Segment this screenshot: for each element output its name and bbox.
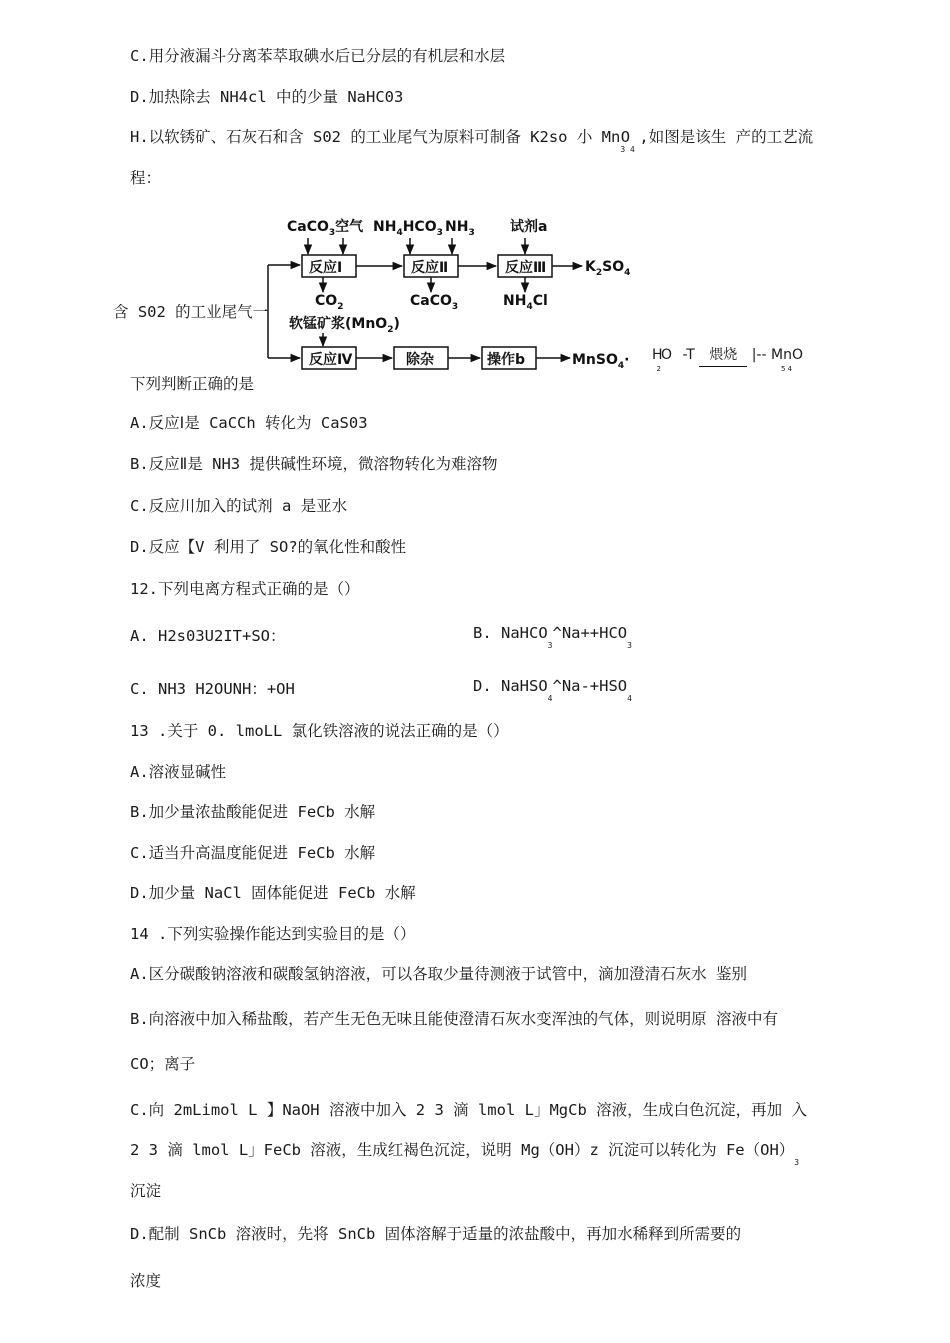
process-flow-diagram (0, 0, 950, 400)
question-11-option-b: B.反应Ⅱ是 NH3 提供碱性环境，微溶物转化为难溶物 (130, 455, 498, 473)
subscript: 3 4 (620, 145, 635, 154)
stem-text: H.以软锈矿、石灰石和含 S02 的工业尾气为原料可制备 K2so 小 Mn (130, 128, 621, 146)
question-14-option-a: A.区分碳酸钠溶液和碳酸氢钠溶液，可以各取少量待测液于试管中，滴加澄清石灰水 鉴别 (130, 965, 747, 983)
question-12-option-b (473, 624, 632, 650)
question-11-option-d: D.反应【V 利用了 SO?的氧化性和酸性 (130, 538, 407, 556)
reaction-2-label: 反应Ⅱ (411, 260, 449, 276)
output-k2so4: $K_2SO_4$ (585, 259, 631, 278)
option-c-line: C.用分液漏斗分离苯萃取碘水后已分层的有机层和水层 (130, 47, 506, 65)
input-caco3-air: CaCO$_3$空气 (287, 219, 364, 238)
question-14-option-b-cont: CO；离子 (130, 1055, 196, 1073)
input-mno2-ore: 软锰矿浆(MnO$_2$) (289, 316, 400, 335)
tail-mn-o: O (791, 347, 803, 363)
reaction-4-label: 反应Ⅳ (309, 352, 353, 368)
tail-mn: Mn (771, 347, 792, 363)
question-14-option-d: D.配制 SnCb 溶液时，先将 SnCb 固体溶解于适量的浓盐酸中，再加水稀释到所需要的 (130, 1225, 742, 1243)
question-11-option-c: C.反应川加入的试剂 a 是亚水 (130, 497, 348, 515)
option-d-text: D. NaHSO (473, 677, 548, 695)
subscript: 4 (547, 694, 553, 703)
input-reagent-a: 试剂a (510, 219, 548, 235)
question-12-option-d (473, 677, 632, 703)
question-13-option-c: C.适当升高温度能促进 FeCb 水解 (130, 844, 376, 862)
question-13-option-b: B.加少量浓盐酸能促进 FeCb 水解 (130, 803, 376, 821)
question-14-option-d-cont: 浓度 (130, 1272, 162, 1290)
option-b-text: B. NaHCO (473, 624, 548, 642)
question-11-stem-cont: 程： (130, 169, 162, 187)
tail-bar: |-- (751, 347, 767, 363)
reaction-3-label: 反应Ⅲ (505, 260, 547, 276)
subscript: 4 (627, 694, 632, 703)
tail-h-sub: 2 (656, 365, 661, 373)
output-mnso4: MnSO$_4$· (572, 352, 630, 371)
stem-text-tail: O ,如图是该生 产的工艺流 (620, 128, 814, 146)
byproduct-nh4cl: $NH_4Cl$ (503, 293, 548, 312)
question-14-option-c-cont (130, 1138, 800, 1167)
question-14-option-c-end: 沉淀 (130, 1182, 162, 1200)
question-11-prompt: 下列判断正确的是 (130, 375, 255, 393)
tail-t: -T (682, 347, 695, 363)
byproduct-caco3: CaCO$_3$ (410, 293, 459, 312)
reaction-1-label: 反应Ⅰ (309, 260, 343, 276)
subscript: 3 (794, 1158, 800, 1167)
purification-label: 除杂 (406, 352, 434, 368)
input-nh3: $NH_3$ (445, 219, 475, 238)
option-d-line: D.加热除去 NH4cl 中的少量 NaHC03 (130, 88, 404, 106)
option-c-cont-text: 2 3 滴 lmol L」FeCb 溶液，生成红褐色沉淀，说明 Mg（OH）z 沉淀可以转化为 Fe（OH） (130, 1141, 795, 1159)
operation-b-label: 操作b (487, 352, 526, 368)
question-14-option-b: B.向溶液中加入稀盐酸，若产生无色无味且能使澄清石灰水变浑浊的气体，则说明原 溶液中有 (130, 1010, 778, 1028)
question-13-stem: 13 .关于 0. lmoLL 氯化铁溶液的说法正确的是（） (130, 722, 509, 740)
flow-calcination-tail (652, 344, 814, 373)
question-13-option-a: A.溶液显碱性 (130, 763, 227, 781)
option-d-tail: ^Na-+HSO (552, 677, 628, 695)
subscript: 3 (547, 641, 553, 650)
subscript: 3 (627, 641, 632, 650)
tail-mn-sub: 5 4 (780, 365, 793, 373)
question-12-option-a: A. H2s03U2IT+SO： (130, 627, 286, 645)
byproduct-co2: $CO_2$ (315, 293, 344, 312)
tail-o: O (661, 347, 673, 363)
question-11-option-a: A.反应Ⅰ是 CaCCh 转化为 CaS03 (130, 414, 368, 432)
tail-calcine: 煨烧 (699, 344, 747, 367)
question-13-option-d: D.加少量 NaCl 固体能促进 FeCb 水解 (130, 884, 416, 902)
question-14-stem: 14 .下列实验操作能达到实验目的是（） (130, 925, 416, 943)
option-b-tail: ^Na++HCO (552, 624, 628, 642)
input-nh4hco3: $NH_4HCO_3$ (373, 219, 443, 238)
flow-input-label: 含 S02 的工业尾气一 (113, 303, 269, 321)
question-12-option-c: C. NH3 H2OUNH：+OH (130, 680, 295, 698)
tail-h: H (652, 347, 663, 363)
question-12-stem: 12.下列电离方程式正确的是（） (130, 580, 360, 598)
question-14-option-c: C.向 2mLimol L 】NaOH 溶液中加入 2 3 滴 lmol L」MgCb 溶液，生成白色沉淀，再加 入 (130, 1101, 807, 1119)
